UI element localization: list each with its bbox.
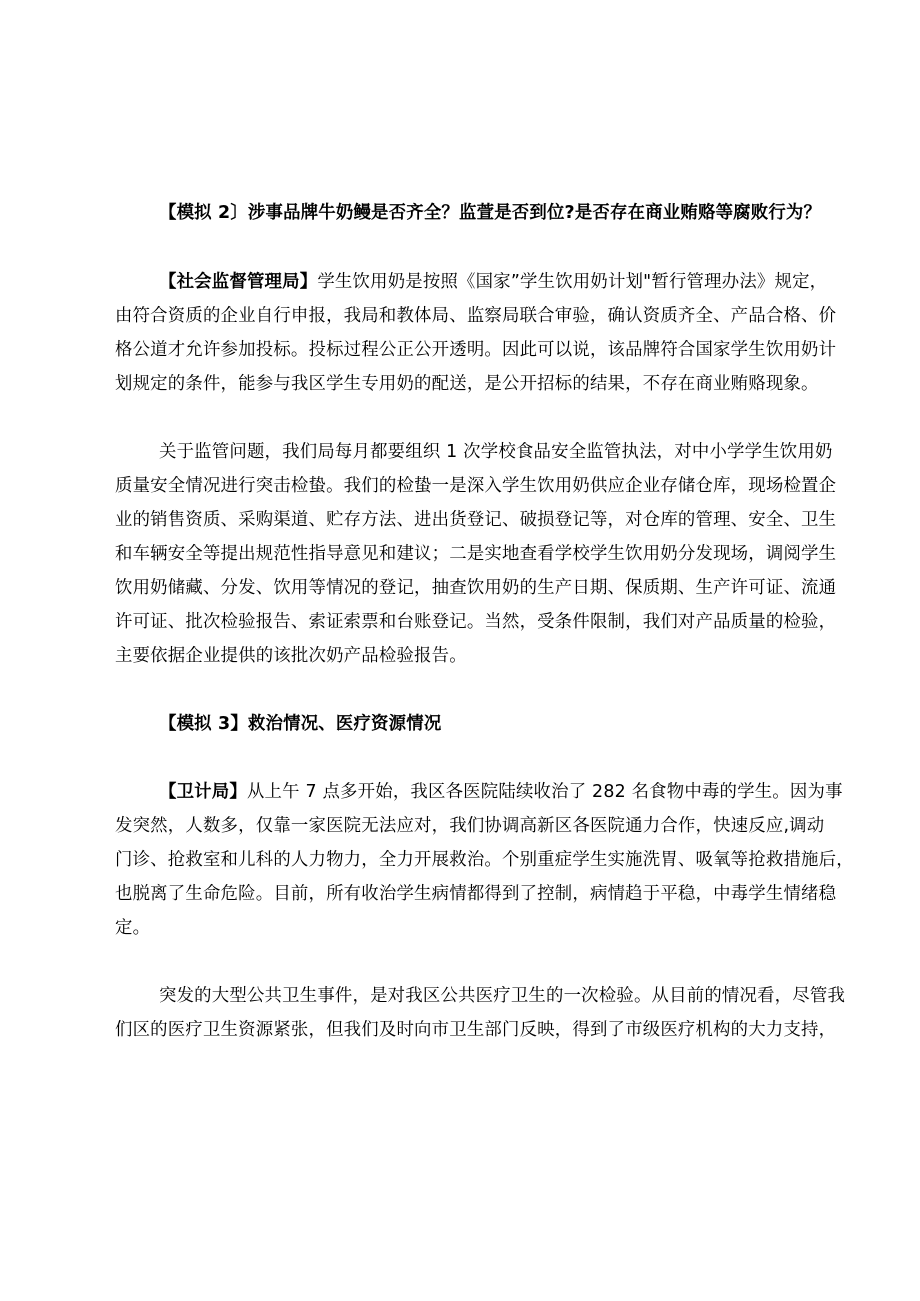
paragraph-line: 发突然，人数多，仅靠一家医院无法应对，我们协调高新区各医院通力合作，快速反应,调动 — [115, 816, 825, 836]
paragraph-line — [115, 265, 828, 299]
paragraph-line: 业的销售资质、采购渠道、贮存方法、进出货登记、破损登记等，对仓库的管理、安全、卫生 — [115, 510, 837, 530]
paragraph-line: 和车辆安全等提出规范性指导意见和建议；二是实地查看学校学生饮用奶分发现场，调阅学生 — [115, 544, 837, 564]
paragraph-line: 定。 — [115, 918, 151, 938]
heading-mock-2: 【模拟 2〕涉事品牌牛奶鳗是否齐全？监萱是否到位?是否存在商业贿赂等腐败行为？ — [159, 203, 822, 223]
paragraph-public-health — [115, 979, 846, 1047]
paragraph-line — [115, 775, 843, 809]
paragraph-supervision-bureau — [115, 265, 837, 401]
paragraph-line: 门诊、抢救室和儿科的人力物力，全力开展救治。个别重症学生实施洗胃、吸氧等抢救措施后， — [115, 850, 854, 870]
speaker-label-health: 【卫计局】 — [159, 782, 247, 802]
paragraph-line: 划规定的条件，能参与我区学生专用奶的配送，是公开招标的结果，不存在商业贿赂现象。 — [115, 374, 819, 394]
paragraph-line: 们区的医疗卫生资源紧张，但我们及时向市卫生部门反映，得到了市级医疗机构的大力支持， — [115, 1020, 837, 1040]
paragraph-line: 也脱离了生命危险。目前，所有收治学生病情都得到了控制，病情趋于平稳，中毒学生情绪稳 — [115, 884, 837, 904]
paragraph-line: 关于监管问题，我们局每月都要组织 1 次学校食品安全监管执法，对中小学学生饮用奶 — [159, 442, 833, 462]
paragraph-line: 主要依据企业提供的该批次奶产品检验报告。 — [115, 646, 467, 666]
paragraph-line: 质量安全情况进行突击检蛰。我们的检蛰一是深入学生饮用奶供应企业存储仓库，现场检置企 — [115, 476, 837, 496]
paragraph-inspection — [115, 435, 837, 673]
paragraph-line: 许可证、批次检验报告、索证索票和台账登记。当然，受条件限制，我们对产品质量的检验， — [115, 612, 837, 632]
paragraph-line: 格公道才允许参加投标。投标过程公正公开透明。因此可以说，该品牌符合国家学生饮用奶计 — [115, 340, 837, 360]
paragraph-line: 饮用奶储藏、分发、饮用等情况的登记，抽查饮用奶的生产日期、保质期、生产许可证、流通 — [115, 578, 837, 598]
paragraph-text: 从上午 7 点多开始，我区各医院陆续收治了 282 名食物中毒的学生。因为事 — [246, 782, 843, 802]
paragraph-text: 学生饮用奶是按照《国家”学生饮用奶计划"暂行管理办法》规定， — [317, 272, 828, 292]
heading-mock-3: 【模拟 3】救治情况、医疗资源情况 — [159, 714, 442, 734]
document-body — [115, 196, 854, 1047]
paragraph-line: 由符合资质的企业自行申报，我局和教体局、监察局联合审验，确认资质齐全、产品合格、价 — [115, 306, 837, 326]
speaker-label-supervision: 【社会监督管理局】 — [159, 272, 318, 292]
paragraph-health-bureau — [115, 775, 854, 945]
paragraph-line: 突发的大型公共卫生事件，是对我区公共医疗卫生的一次检验。从目前的情况看，尽管我 — [159, 986, 846, 1006]
